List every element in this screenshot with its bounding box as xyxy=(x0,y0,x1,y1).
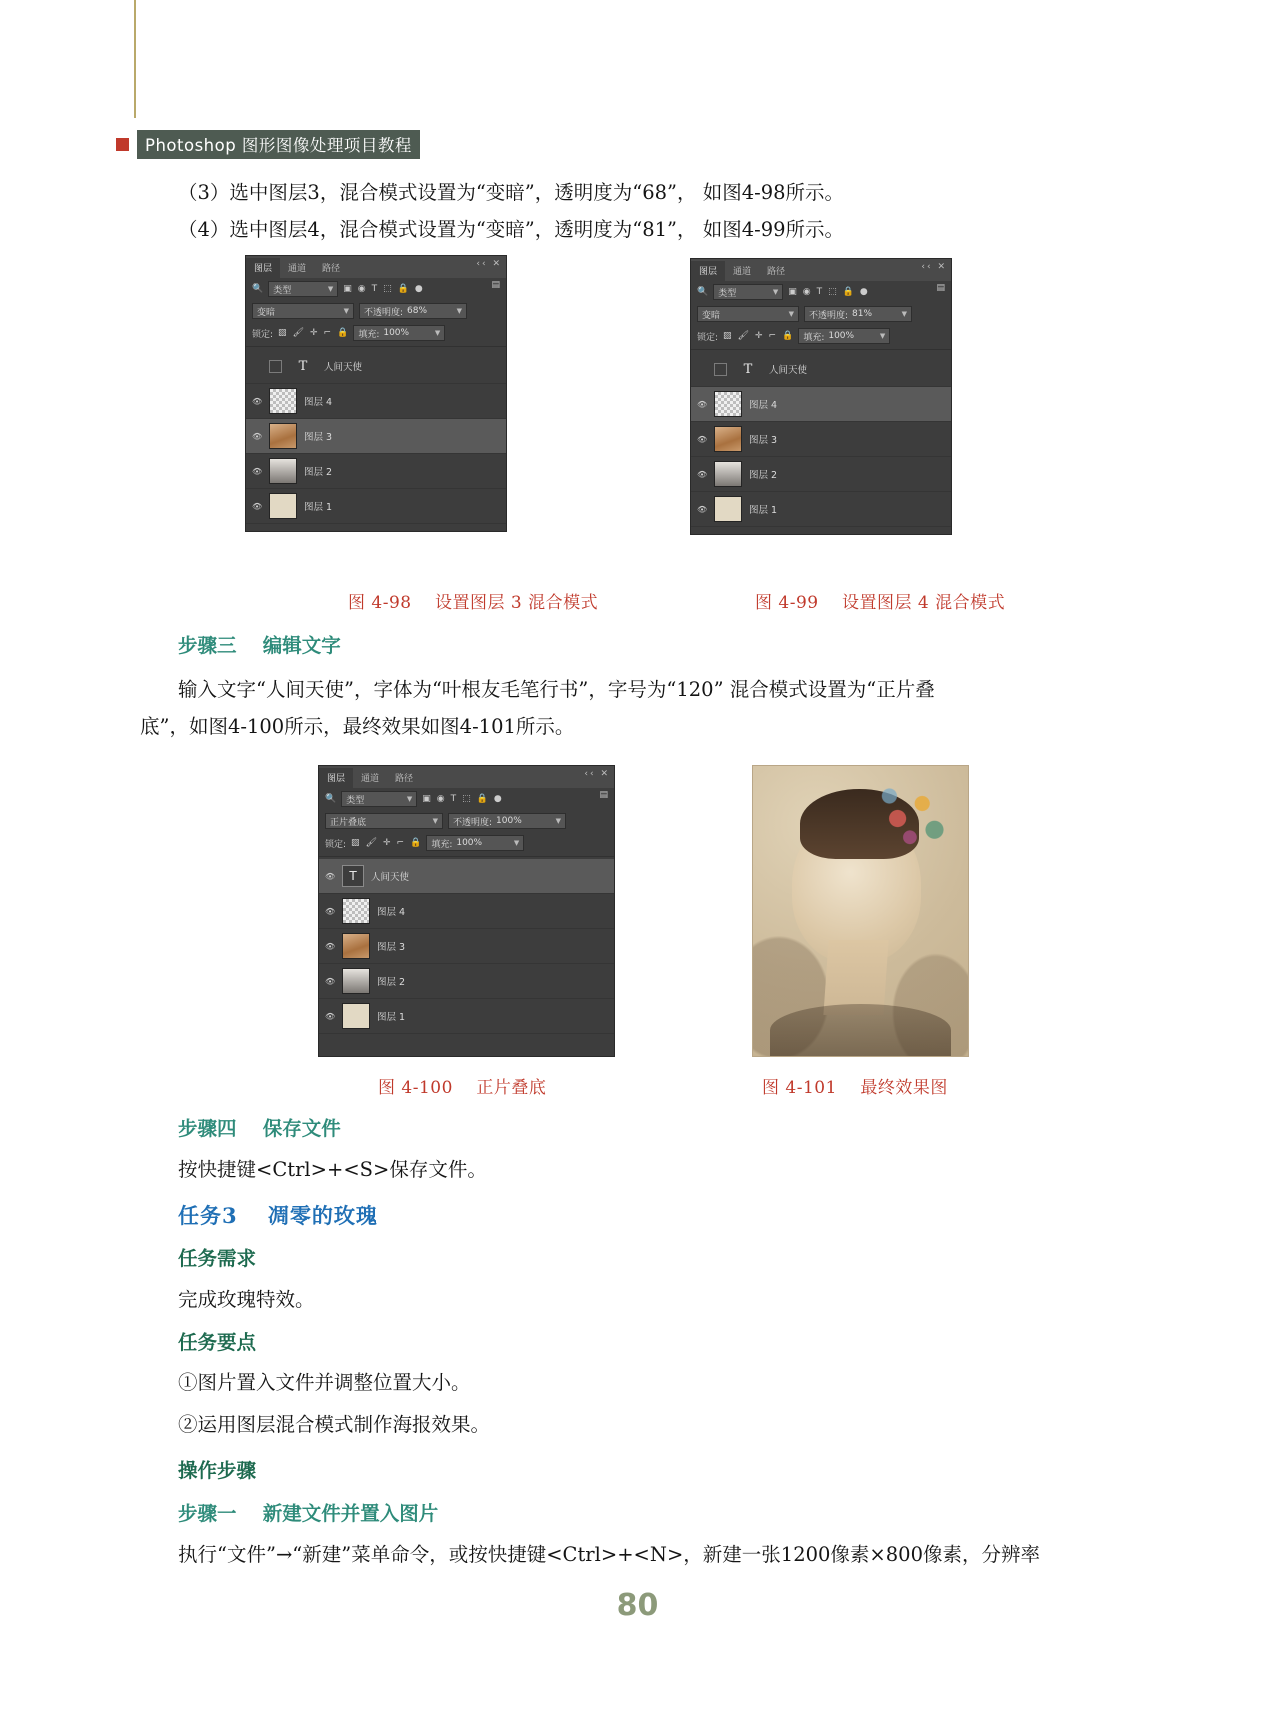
shape-filter-icon[interactable]: ⬚ xyxy=(383,284,392,294)
eye-icon[interactable]: 👁 xyxy=(697,399,708,409)
tab-paths[interactable]: 路径 xyxy=(759,261,793,281)
tab-paths[interactable]: 路径 xyxy=(314,258,348,278)
filter-tool-icons[interactable] xyxy=(788,287,867,297)
panel-menu-icon[interactable]: ▤ xyxy=(936,283,945,293)
layer-thumbnail-text: T xyxy=(734,356,762,382)
layer-row-selected[interactable] xyxy=(246,419,506,454)
layer-thumbnail xyxy=(714,391,742,417)
header-marker-icon xyxy=(116,138,129,151)
fill-label: 填充: xyxy=(358,329,380,340)
layer-thumbnail xyxy=(269,458,297,484)
lock-transparent-icon[interactable]: ▨ xyxy=(351,838,360,848)
smart-filter-icon[interactable]: 🔒 xyxy=(476,794,488,804)
paragraph-6: 完成玫瑰特效。 xyxy=(178,1288,315,1311)
lock-artboard-icon[interactable]: ⌐ xyxy=(396,838,405,848)
chevron-down-icon: ▼ xyxy=(555,817,561,825)
tab-channels[interactable]: 通道 xyxy=(353,768,387,788)
filter-toggle-icon[interactable]: ● xyxy=(414,284,423,294)
blend-row[interactable] xyxy=(691,303,951,325)
blend-mode-select[interactable] xyxy=(325,813,443,829)
paragraph-7: ①图片置入文件并调整位置大小。 xyxy=(178,1371,471,1394)
opacity-label: 不透明度: xyxy=(453,817,493,828)
type-filter-icon[interactable]: T xyxy=(371,284,378,294)
layer-row-selected-text[interactable] xyxy=(319,859,614,894)
heading-operation: 操作步骤 xyxy=(178,1459,257,1482)
pixel-filter-icon[interactable]: ▣ xyxy=(788,287,797,297)
filter-type-select[interactable] xyxy=(341,791,417,807)
page-number: 80 xyxy=(616,1588,659,1623)
opacity-field[interactable] xyxy=(359,303,467,319)
opacity-field[interactable] xyxy=(448,813,566,829)
eye-icon[interactable]: 👁 xyxy=(252,501,263,511)
layer-thumbnail xyxy=(342,968,370,994)
lock-transparent-icon[interactable]: ▨ xyxy=(278,328,287,338)
chevron-down-icon: ▼ xyxy=(343,307,349,315)
chevron-down-icon: ▼ xyxy=(788,310,794,318)
panel-menu-icon[interactable]: ▤ xyxy=(491,280,500,290)
fill-field[interactable] xyxy=(426,835,524,851)
lock-image-icon[interactable]: 🖌 xyxy=(292,328,304,338)
shape-filter-icon[interactable]: ⬚ xyxy=(828,287,837,297)
layer-thumbnail xyxy=(714,426,742,452)
layer-row-text[interactable] xyxy=(246,349,506,384)
eye-icon[interactable]: 👁 xyxy=(325,871,336,881)
layer-row[interactable] xyxy=(246,454,506,489)
layer-row[interactable] xyxy=(319,894,614,929)
lock-transparent-icon[interactable]: ▨ xyxy=(723,331,732,341)
heading-step-4: 步骤四 保存文件 xyxy=(178,1117,341,1140)
lock-icons[interactable] xyxy=(278,328,348,338)
search-icon: 🔍 xyxy=(697,287,709,297)
header-title: Photoshop 图形图像处理项目教程 xyxy=(137,130,420,159)
eye-icon[interactable]: 👁 xyxy=(325,941,336,951)
layer-thumbnail xyxy=(269,423,297,449)
type-filter-icon[interactable]: T xyxy=(450,794,457,804)
running-header xyxy=(116,130,420,159)
lock-position-icon[interactable]: ✛ xyxy=(755,331,763,341)
layer-name: 人间天使 xyxy=(371,872,410,883)
paragraph-1: （3）选中图层3，混合模式设置为“变暗”，透明度为“68”， 如图4-98所示。 xyxy=(178,181,845,204)
layer-row[interactable] xyxy=(691,457,951,492)
layer-row[interactable] xyxy=(691,492,951,527)
paragraph-9: 执行“文件”→“新建”菜单命令，或按快捷键<Ctrl>+<N>，新建一张1200像素×800像素，分辨率 xyxy=(178,1543,1040,1566)
lock-label: 锁定: xyxy=(252,329,274,340)
fill-label: 填充: xyxy=(803,332,825,343)
lock-artboard-icon[interactable]: ⌐ xyxy=(323,328,332,338)
lock-label: 锁定: xyxy=(697,332,719,343)
opacity-value: 100% xyxy=(496,816,522,826)
window-buttons[interactable]: ‹‹ ✕ xyxy=(476,259,502,269)
divider xyxy=(691,349,951,350)
opacity-label: 不透明度: xyxy=(809,310,849,321)
figure-caption-99: 图 4-99 设置图层 4 混合模式 xyxy=(755,593,1006,613)
heading-step-3: 步骤三 编辑文字 xyxy=(178,634,341,657)
lock-row[interactable] xyxy=(319,832,614,854)
eye-icon[interactable]: 👁 xyxy=(325,976,336,986)
layer-name: 图层 3 xyxy=(377,942,406,953)
filter-row[interactable] xyxy=(319,788,614,810)
layer-name: 图层 4 xyxy=(304,397,333,408)
lock-icons[interactable] xyxy=(723,331,793,341)
lock-artboard-icon[interactable]: ⌐ xyxy=(768,331,777,341)
eye-icon[interactable]: 👁 xyxy=(325,1011,336,1021)
lock-all-icon[interactable]: 🔒 xyxy=(410,838,422,848)
lock-all-icon[interactable]: 🔒 xyxy=(337,328,349,338)
heading-step-1: 步骤一 新建文件并置入图片 xyxy=(178,1502,439,1525)
layer-name: 图层 1 xyxy=(377,1012,406,1023)
layer-name: 图层 2 xyxy=(749,470,778,481)
chevron-down-icon: ▼ xyxy=(327,285,334,293)
paragraph-2: （4）选中图层4，混合模式设置为“变暗”，透明度为“81”， 如图4-99所示。 xyxy=(178,218,845,241)
paragraph-3: 输入文字“人间天使”，字体为“叶根友毛笔行书”，字号为“120” 混合模式设置为“正片叠 xyxy=(178,678,935,701)
lock-image-icon[interactable]: 🖌 xyxy=(365,838,377,848)
filter-tool-icons[interactable] xyxy=(343,284,422,294)
filter-row[interactable] xyxy=(246,278,506,300)
lock-icons[interactable] xyxy=(351,838,421,848)
lock-position-icon[interactable]: ✛ xyxy=(383,838,391,848)
lock-row[interactable] xyxy=(691,325,951,347)
chevron-down-icon: ▼ xyxy=(879,332,886,340)
window-buttons[interactable]: ‹‹ ✕ xyxy=(921,262,947,272)
tab-layers[interactable]: 图层 xyxy=(691,261,725,281)
eye-icon[interactable]: 👁 xyxy=(697,504,708,514)
layer-thumbnail xyxy=(714,496,742,522)
layers-panel-98[interactable] xyxy=(245,255,507,532)
layer-row-text[interactable] xyxy=(691,352,951,387)
search-icon: 🔍 xyxy=(252,284,264,294)
blend-mode-value: 正片叠底 xyxy=(330,817,367,828)
layer-thumbnail xyxy=(342,1003,370,1029)
layer-thumbnail-text: T xyxy=(342,865,364,887)
filter-toggle-icon[interactable]: ● xyxy=(493,794,502,804)
fill-field[interactable] xyxy=(798,328,890,344)
heading-requirements: 任务需求 xyxy=(178,1247,257,1270)
chevron-down-icon: ▼ xyxy=(432,817,438,825)
divider xyxy=(246,346,506,347)
blend-mode-value: 变暗 xyxy=(702,310,721,321)
final-artwork-image xyxy=(752,765,969,1057)
paragraph-5: 按快捷键<Ctrl>+<S>保存文件。 xyxy=(178,1158,487,1181)
opacity-field[interactable] xyxy=(804,306,912,322)
heading-task-3: 任务3 凋零的玫瑰 xyxy=(178,1203,378,1228)
eye-icon[interactable]: 👁 xyxy=(325,906,336,916)
opacity-label: 不透明度: xyxy=(364,307,404,318)
tab-layers[interactable]: 图层 xyxy=(246,258,280,278)
opacity-value: 68% xyxy=(407,306,428,316)
fill-value: 100% xyxy=(828,331,855,341)
layer-name: 图层 3 xyxy=(749,435,778,446)
panel-tabbar[interactable] xyxy=(319,766,614,788)
tab-channels[interactable]: 通道 xyxy=(280,258,314,278)
layer-checkbox[interactable] xyxy=(269,360,282,373)
eye-icon[interactable]: 👁 xyxy=(697,434,708,444)
chevron-down-icon: ▼ xyxy=(434,329,441,337)
tab-channels[interactable]: 通道 xyxy=(725,261,759,281)
eye-icon[interactable]: 👁 xyxy=(252,396,263,406)
layer-row[interactable] xyxy=(246,489,506,524)
adjustment-filter-icon[interactable]: ◉ xyxy=(436,794,445,804)
shape-filter-icon[interactable]: ⬚ xyxy=(462,794,471,804)
layer-thumbnail xyxy=(269,388,297,414)
filter-type-select[interactable] xyxy=(713,284,783,300)
search-icon: 🔍 xyxy=(325,794,337,804)
layer-name: 图层 2 xyxy=(304,467,333,478)
panel-tabbar[interactable] xyxy=(246,256,506,278)
chevron-down-icon: ▼ xyxy=(406,795,413,803)
decorative-rule xyxy=(134,0,136,118)
filter-type-value: 类型 xyxy=(273,285,292,296)
artwork-flowers xyxy=(873,781,955,856)
window-buttons[interactable]: ‹‹ ✕ xyxy=(584,769,610,779)
filter-toggle-icon[interactable]: ● xyxy=(859,287,868,297)
chevron-down-icon: ▼ xyxy=(901,310,907,318)
layers-panel-99[interactable] xyxy=(690,258,952,535)
panel-menu-icon[interactable]: ▤ xyxy=(599,790,608,800)
layer-row[interactable] xyxy=(319,999,614,1034)
layer-name: 图层 2 xyxy=(377,977,406,988)
layer-row-selected[interactable] xyxy=(691,387,951,422)
fill-field[interactable] xyxy=(353,325,445,341)
layer-name: 图层 1 xyxy=(304,502,333,513)
blend-mode-select[interactable] xyxy=(697,306,799,322)
layer-name: 图层 4 xyxy=(377,907,406,918)
chevron-down-icon: ▼ xyxy=(456,307,462,315)
fill-label: 填充: xyxy=(431,839,453,850)
figure-caption-98: 图 4-98 设置图层 3 混合模式 xyxy=(348,593,599,613)
chevron-down-icon: ▼ xyxy=(513,839,520,847)
layer-row[interactable] xyxy=(246,384,506,419)
paragraph-8: ②运用图层混合模式制作海报效果。 xyxy=(178,1413,491,1436)
fill-value: 100% xyxy=(383,328,410,338)
layer-name: 图层 3 xyxy=(304,432,333,443)
layer-row[interactable] xyxy=(319,964,614,999)
layer-thumbnail xyxy=(269,493,297,519)
smart-filter-icon[interactable]: 🔒 xyxy=(842,287,854,297)
opacity-value: 81% xyxy=(852,309,873,319)
divider xyxy=(319,856,614,857)
pixel-filter-icon[interactable]: ▣ xyxy=(343,284,352,294)
filter-type-value: 类型 xyxy=(346,795,365,806)
lock-image-icon[interactable]: 🖌 xyxy=(737,331,749,341)
eye-icon[interactable]: 👁 xyxy=(252,466,263,476)
lock-label: 锁定: xyxy=(325,839,347,850)
eye-icon[interactable]: 👁 xyxy=(697,469,708,479)
blend-row[interactable] xyxy=(319,810,614,832)
lock-all-icon[interactable]: 🔒 xyxy=(782,331,794,341)
figure-caption-100: 图 4-100 正片叠底 xyxy=(378,1078,547,1098)
fill-value: 100% xyxy=(456,838,483,848)
adjustment-filter-icon[interactable]: ◉ xyxy=(357,284,366,294)
type-filter-icon[interactable]: T xyxy=(816,287,823,297)
layer-thumbnail xyxy=(342,898,370,924)
lock-row[interactable] xyxy=(246,322,506,344)
pixel-filter-icon[interactable]: ▣ xyxy=(422,794,431,804)
layer-thumbnail xyxy=(714,461,742,487)
tab-paths[interactable]: 路径 xyxy=(387,768,421,788)
layer-row[interactable] xyxy=(319,929,614,964)
layer-checkbox[interactable] xyxy=(714,363,727,376)
tab-layers[interactable]: 图层 xyxy=(319,768,353,788)
layer-row[interactable] xyxy=(691,422,951,457)
lock-position-icon[interactable]: ✛ xyxy=(310,328,318,338)
blend-mode-value: 变暗 xyxy=(257,307,276,318)
eye-icon[interactable]: 👁 xyxy=(252,431,263,441)
filter-type-value: 类型 xyxy=(718,288,737,299)
blend-mode-select[interactable] xyxy=(252,303,354,319)
layers-panel-100[interactable] xyxy=(318,765,615,1057)
filter-tool-icons[interactable] xyxy=(422,794,501,804)
filter-row[interactable] xyxy=(691,281,951,303)
layer-name: 图层 4 xyxy=(749,400,778,411)
panel-tabbar[interactable] xyxy=(691,259,951,281)
layer-thumbnail-text: T xyxy=(289,353,317,379)
chevron-down-icon: ▼ xyxy=(772,288,779,296)
layer-name: 人间天使 xyxy=(324,362,363,373)
smart-filter-icon[interactable]: 🔒 xyxy=(397,284,409,294)
adjustment-filter-icon[interactable]: ◉ xyxy=(802,287,811,297)
figure-caption-101: 图 4-101 最终效果图 xyxy=(762,1078,948,1098)
heading-points: 任务要点 xyxy=(178,1331,257,1354)
layer-thumbnail xyxy=(342,933,370,959)
layer-name: 人间天使 xyxy=(769,365,808,376)
filter-type-select[interactable] xyxy=(268,281,338,297)
paragraph-4: 底”，如图4-100所示，最终效果如图4-101所示。 xyxy=(140,715,575,738)
layer-name: 图层 1 xyxy=(749,505,778,516)
blend-row[interactable] xyxy=(246,300,506,322)
artwork-shoulder xyxy=(770,1004,951,1056)
